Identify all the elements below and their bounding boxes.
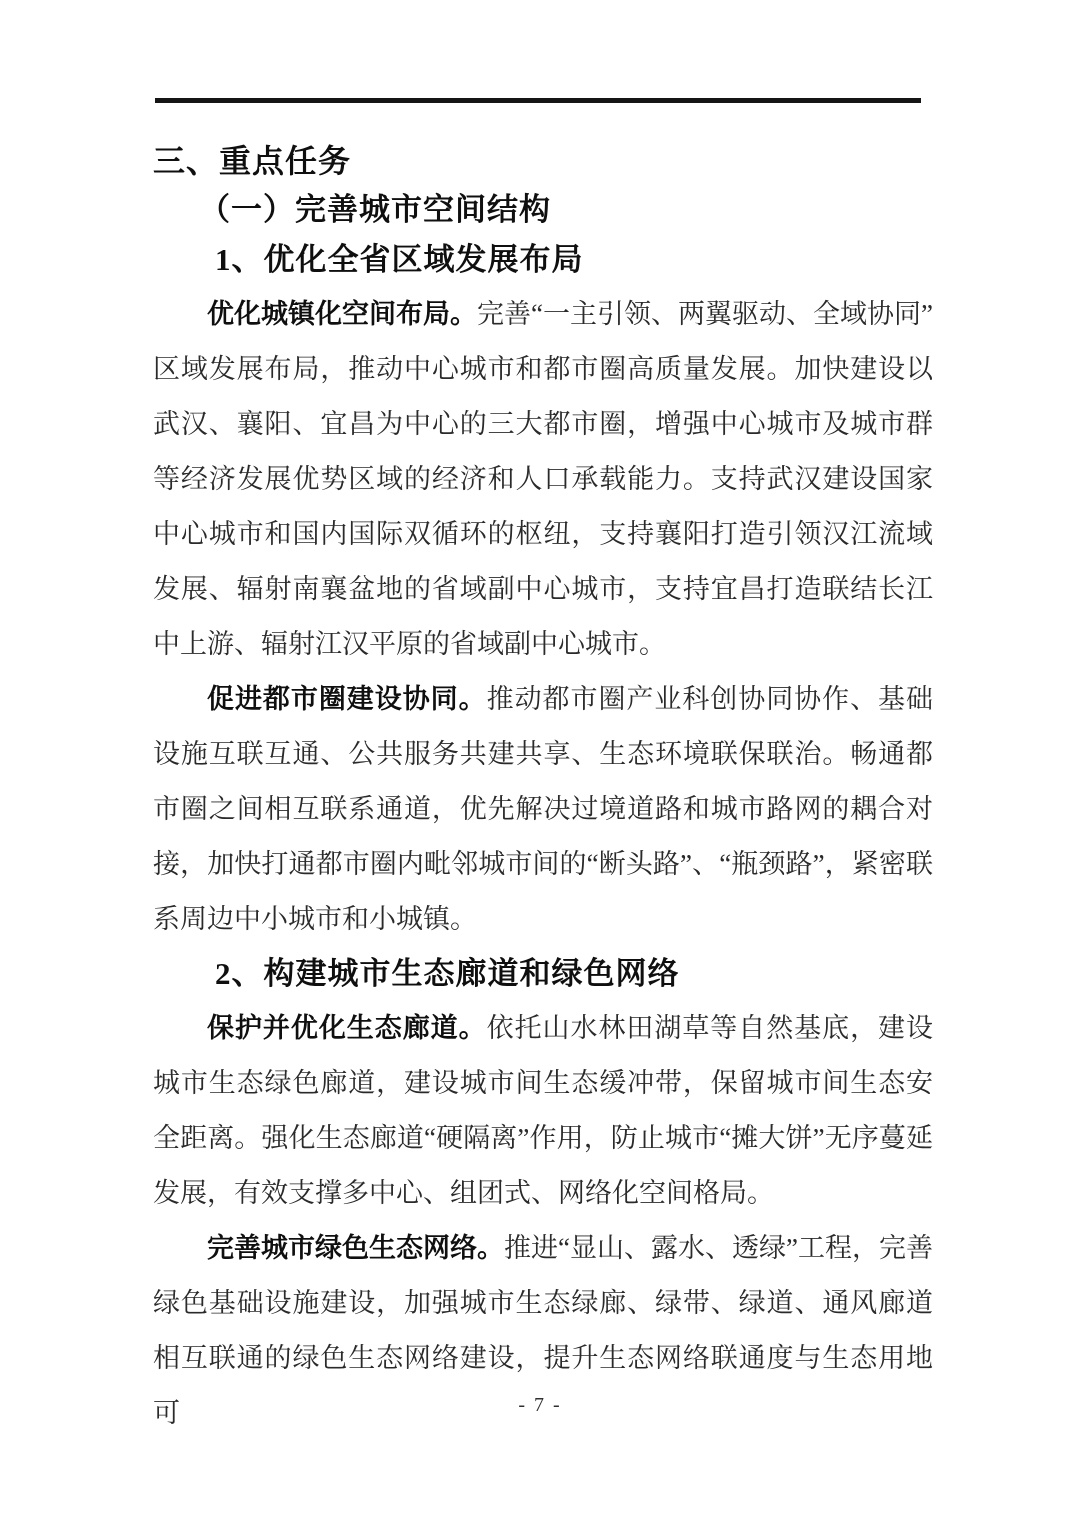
paragraph-lead: 优化城镇化空间布局。 (207, 299, 478, 330)
paragraph-lead: 促进都市圈建设协同。 (207, 684, 487, 715)
page-footer (0, 1394, 1080, 1417)
paragraph-eco-corridor (153, 1001, 933, 1221)
paragraph-text: 推动都市圈产业科创协同协作、基础设施互联互通、公共服务共建共享、生态环境联保联治。畅通都市圈之间相互联系通道，优先解决过境道路和城市路网的耦合对接，加快打通都市圈内毗邻城市间的“断头路”、“瓶颈路”，紧密联系周边中小城市和小城镇。 (153, 684, 934, 934)
paragraph-optimize-urbanization (153, 287, 933, 672)
paragraph-text: 依托山水林田湖草等自然基底，建设城市生态绿色廊道，建设城市间生态缓冲带，保留城市间生态安全距离。强化生态廊道“硬隔离”作用，防止城市“摊大饼”无序蔓延发展，有效支撑多中心、组团式、网络化空间格局。 (153, 1013, 934, 1208)
document-body (153, 136, 933, 1441)
paragraph-lead: 完善城市绿色生态网络。 (207, 1233, 505, 1264)
subsection-heading: （一）完善城市空间结构 (199, 192, 551, 227)
paragraph-text: 完善“一主引领、两翼驱动、全域协同”区域发展布局，推动中心城市和都市圈高质量发展。加快建设以武汉、襄阳、宜昌为中心的三大都市圈，增强中心城市及城市群等经济发展优势区域的经济和人口承载能力。支持武汉建设国家中心城市和国内国际双循环的枢纽，支持襄阳打造引领汉江流域发展、辐射南襄盆地的省域副中心城市，支持宜昌打造联结长江中上游、辐射江汉平原的省域副中心城市。 (153, 299, 934, 659)
header-rule (155, 98, 921, 103)
clause-2-heading: 2、构建城市生态廊道和绿色网络 (215, 956, 680, 991)
section-heading: 三、重点任务 (153, 142, 352, 180)
paragraph-lead: 保护并优化生态廊道。 (207, 1013, 487, 1044)
page-number: - 7 - (518, 1394, 562, 1416)
clause-1-heading: 1、优化全省区域发展布局 (215, 242, 584, 277)
paragraph-text: 推进“显山、露水、透绿”工程，完善绿色基础设施建设，加强城市生态绿廊、绿带、绿道、通风廊道相互联通的绿色生态网络建设，提升生态网络联通度与生态用地可 (153, 1233, 934, 1428)
paragraph-metro-coordination (153, 672, 933, 947)
